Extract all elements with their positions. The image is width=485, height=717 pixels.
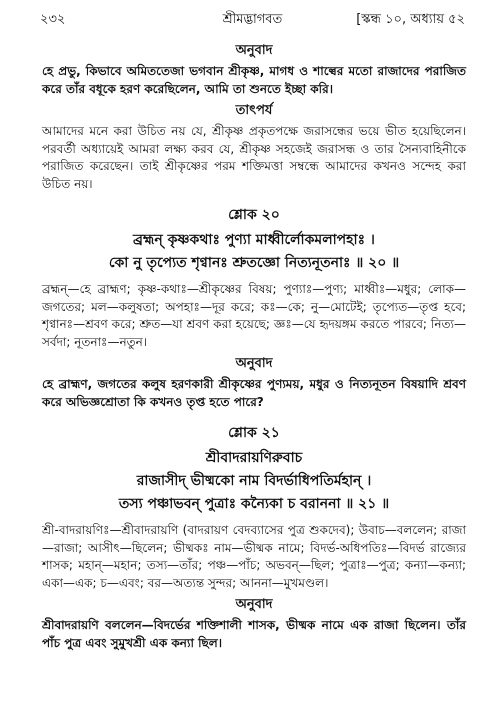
page-header [40, 10, 465, 30]
book-title: শ্রীমদ্ভাগবত [222, 12, 283, 27]
verse-title: শ্লোক ২১ [228, 425, 280, 441]
verse-title: শ্লোক ২০ [228, 207, 280, 223]
page-number: ২৩২ [40, 12, 66, 27]
verse-line: রাজাসীদ্ ভীষ্মকো নাম বিদর্ভাধিপতির্মহান্ । [136, 473, 372, 489]
anubad-heading: অনুবাদ [235, 356, 273, 371]
translation-text: হে ব্রাহ্মণ, জগতের কলুষ হরণকারী শ্রীকৃষ্ণের পুণ্যময়, মধুর ও নিত্যনূতন বিষয়াদি শ্রবণ করে অভিজ্ঞশ্রোতা কি কখনও তৃপ্ত হতে পারে? [42, 377, 466, 409]
verse-line: ব্রহ্মন্ কৃষ্ণকথাঃ পুণ্যা মাধ্বীর্লোকমলাপহাঃ । [133, 232, 375, 248]
synonyms-text: ব্রহ্মন্—হে ব্রাহ্মণ; কৃষ্ণ-কথাঃ—শ্রীকৃষ্ণের বিষয়; পুণ্যাঃ—পুণ্য; মাধ্বীঃ—মধুর; লোক—জগতের; মল—কলুষতা; অপহাঃ—দূর করে; কঃ—কে; নু—মোটেই; তৃপ্যেত—তৃপ্ত হবে; শৃণ্বানঃ—শ্রবণ করে; শ্রুত—যা শ্রবণ করা হয়েছে; জ্ঞঃ—যে হৃদয়ঙ্গম করতে পারবে; নিত্য—সর্বদা; নূতনাঃ—নতুন। [42, 282, 466, 349]
tatparya-heading: তাৎপর্য [235, 103, 273, 118]
translation-text: শ্রীবাদরায়ণি বললেন—বিদর্ভের শক্তিশালী শাসক, ভীষ্মক নামে এক রাজা ছিলেন। তাঁর পাঁচ পুত্র এবং সুমুখশ্রী এক কন্যা ছিল। [42, 618, 466, 650]
translation-text: হে প্রভু, কিভাবে অমিততেজা ভগবান শ্রীকৃষ্ণ, মাগধ ও শাল্বের মতো রাজাদের পরাজিত করে তাঁর বধূকে হরণ করেছিলেন, আমি তা শুনতে ইচ্ছা করি। [42, 64, 466, 96]
verse-line: তস্য পঞ্চাভবন্ পুত্রাঃ কন্যৈকা চ বরাননা ॥ ২১ ॥ [118, 496, 390, 512]
page-content [42, 38, 466, 652]
synonyms-text: শ্রী-বাদরায়ণিঃ—শ্রীবাদরায়ণি (বাদরায়ণ বেদব্যাসের পুত্র শুকদেব); উবাচ—বললেন; রাজা—রাজা; আসীৎ—ছিলেন; ভীষ্মকঃ নাম—ভীষ্মক নামে; বিদর্ভ-অধিপতিঃ—বিদর্ভ রাজ্যের শাসক; মহান্—মহান; তস্য—তাঁর; পঞ্চ—পাঁচ; অভবন্—ছিল; পুত্রাঃ—পুত্র; কন্যা—কন্যা; একা—এক; চ—এবং; বর—অত্যন্ত সুন্দর; আননা—মুখমণ্ডল। [42, 523, 466, 590]
purport-text: আমাদের মনে করা উচিত নয় যে, শ্রীকৃষ্ণ প্রকৃতপক্ষে জরাসন্ধের ভয়ে ভীত হয়েছিলেন। পরবর্তী অধ্যায়েই আমরা লক্ষ্য করব যে, শ্রীকৃষ্ণ সহজেই জরাসন্ধ ও তার সৈন্যবাহিনীকে পরাজিত করেছেন। তাই শ্রীকৃষ্ণের পরম শক্তিমত্তা সম্বন্ধে আমাদের কখনও সন্দেহ করা উচিত নয়। [42, 124, 466, 191]
verse-line: কো নু তৃপ্যেত শৃণ্বানঃ শ্রুতজ্ঞো নিত্যনূতনাঃ ॥ ২০ ॥ [108, 255, 400, 271]
anubad-heading: অনুবাদ [235, 43, 273, 58]
chapter-reference: [স্কন্ধ ১০, অধ্যায় ৫২ [356, 12, 465, 27]
anubad-heading: অনুবাদ [235, 597, 273, 612]
verse-speaker: শ্রীবাদরায়ণিরুবাচ [205, 450, 303, 466]
